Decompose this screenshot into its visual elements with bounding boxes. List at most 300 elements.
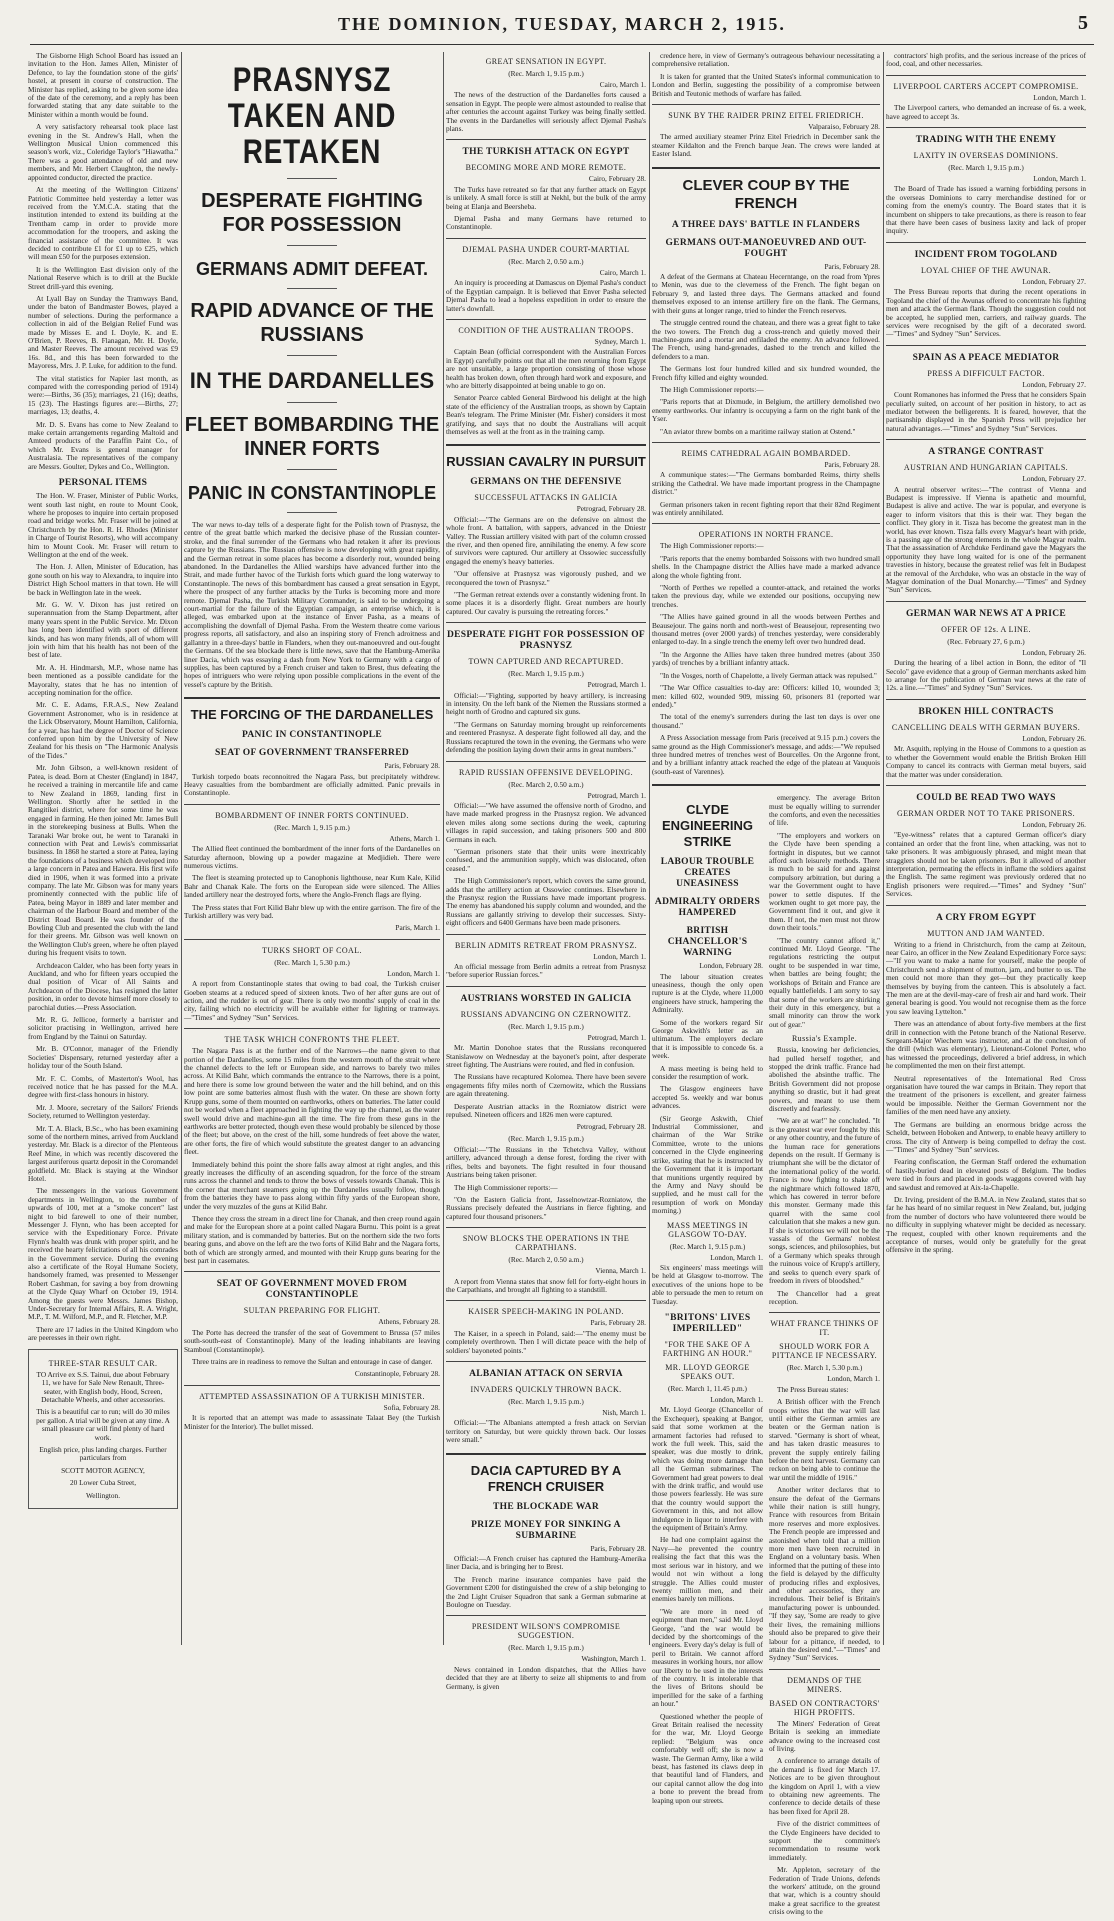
divider: [446, 622, 646, 623]
subheading: OFFER OF 12s. A LINE.: [941, 624, 1031, 634]
article-text: [886, 941, 1086, 1255]
divider: [446, 1227, 646, 1228]
paragraph: Captain Bean (official correspondent with the Australian Forces in Egypt) carefully points out that all the men returning from Egypt are not unsuitable, a large proportion consisting of those whose health has broken down, often through hard work and exposure, and who are bitterly disappointed at being unable to go on.: [446, 347, 646, 390]
paragraph: A communique states:—"The Germans bombarded Reims, thirty shells striking the Cathedral. We have made important progress in the Champagne district.": [652, 470, 880, 497]
dateline: Athens, February 28.: [378, 1317, 440, 1327]
right-subcolumn: [769, 794, 880, 1921]
divider: [652, 442, 880, 443]
article-text: [769, 794, 880, 1029]
subheading: BERLIN ADMITS RETREAT FROM PRASNYSZ.: [454, 940, 638, 950]
subheading: INCIDENT FROM TOGOLAND: [914, 249, 1058, 260]
paragraph: Desperate Austrian attacks in the Rozniatow district were repulsed. Nineteen officers and 1826 men were captured.: [446, 1101, 646, 1120]
paragraph: Five of the district committees of the Clyde Engineers have decided to support the committee's recommendation to resume work immediately.: [769, 1819, 880, 1862]
subheading: GERMANS ON THE DEFENSIVE: [470, 477, 622, 488]
subheading: SEAT OF GOVERNMENT TRANSFERRED: [214, 748, 410, 759]
paragraph: The Miners' Federation of Great Britain is seeking an immediate advance owing to the increased cost of living.: [769, 1718, 880, 1753]
paragraph: "On the Eastern Galicia front, Jasselnowtzar-Rozniatow, the Russians precisely defeated the Austrians in fierce fighting, and captured four thousand prisoners.": [446, 1194, 646, 1221]
paragraph: Some of the workers regard Sir George Askwith's letter as an ultimatum. The employers declare that it is impossible to concede 6s. a week.: [652, 1017, 763, 1061]
divider: [446, 139, 646, 140]
article-text: Count Romanones has informed the Press that he considers Spain peculiarly suited, on account of her position in history, to act as mediator between the belligerents. It is feared, however, that the partisanship displayed in the Spanish Press will prejudice her natural advantages.—"Times" and Sydney "Sun" Services.: [886, 390, 1086, 433]
paragraph: There are 17 ladies in the United Kingdom who are peeresses in their own right.: [28, 1324, 178, 1343]
received-time: (Rec. March 1, 9.15 p.m.): [669, 1241, 746, 1251]
received-time: (Rec. March 1, 9.15 p.m.): [274, 822, 350, 832]
article-text: [184, 1329, 440, 1367]
subheading: ATTEMPTED ASSASSINATION OF A TURKISH MINISTER.: [199, 1391, 425, 1401]
paragraph: Official:—"The Germans are on the defensive on almost the whole front. A battalion, with sappers, advanced in the Dniestr Valley. The Russian artillery visited with part of the column crossed the river, and then opened fire, annihilating the enemy. A few score of survivors were captured. Our artillery at Ossowiec successfully engaged the enemy's heavy batteries.: [446, 514, 646, 566]
subheading: DESPERATE FIGHT FOR POSSESSION OF PRASNYSZ: [446, 630, 645, 652]
received-time: (Rec. March 1, 9.15 p.m.): [508, 69, 584, 78]
personal-items-heading: PERSONAL ITEMS: [58, 478, 148, 489]
subheading: LIVERPOOL CARTERS ACCEPT COMPROMISE.: [893, 81, 1079, 91]
paragraph-group: [28, 52, 178, 471]
article-text: Official:—"The Albanians attempted a fresh attack on Servian territory on Saturday, but were quickly thrown back. Our losses were small.": [446, 1418, 646, 1445]
subheading: LABOUR TROUBLE CREATES UNEASINESS: [660, 857, 755, 890]
article-text: News contained in London dispatches, that the Allies have decided that they are at liberty to seize all shipments to and from Germany, is given: [446, 1664, 646, 1691]
subheading: LOYAL CHIEF OF THE AWUNAR.: [921, 265, 1051, 275]
paragraph: The Chancellor had a great reception.: [769, 1288, 880, 1306]
paragraph: Thence they cross the stream in a direct line for Chanak, and then creep round again and make for the European shore at a point called Nagara Burnu. This point is a great military station, and is commanded by batteries. But on the northern side the two forts bearing guns, and above on the left are the two forts of Kilid Bahr and the Nagara forts, both of which are strongly armed, and mounted with their Krupp guns bearing for the best part in casemates.: [184, 1213, 440, 1265]
divider: [184, 1271, 440, 1272]
received-time: (Rec. March 1, 9.15 p.m.): [508, 669, 584, 679]
paragraph: The vital statistics for Napier last month, as compared with the corresponding period of 1914) were:—Births, 36 (35); marriages, 21 (16); deaths, 15 (23). The Hastings figures are:—Births, 27; marriages, 13; deaths, 4.: [28, 373, 178, 417]
paragraph: "Paris reports that at Dixmude, in Belgium, the artillery demolished two enemy earthworks. Our infantry is occupying a farm on the right bank of the Yser.: [652, 397, 880, 424]
dateline: Vienna, March 1.: [595, 1266, 646, 1276]
paragraph: Mr. B. O'Connor, manager of the Friendly Societies' Dispensary, returned yesterday after a holiday tour of the South Island.: [28, 1044, 178, 1071]
divider: [446, 444, 646, 446]
lead-story: [184, 521, 440, 689]
article-text: The news of the destruction of the Dardanelles forts caused a sensation in Egypt. The people were almost astounded to realise that after centuries the account against Turkey was being finally settled. The events in the Dardanelles will seriously affect Djemal Pasha's plans.: [446, 90, 646, 134]
subheading: MUTTON AND JAM WANTED.: [927, 928, 1045, 938]
subheading: WHAT FRANCE THINKS OF IT.: [770, 1319, 879, 1338]
dateline: Nish, March 1.: [602, 1407, 646, 1417]
subheading: THE TASK WHICH CONFRONTS THE FLEET.: [224, 1035, 400, 1045]
received-time: (Rec. March 2, 0.50 a.m.): [508, 256, 584, 266]
subheading: GREAT SENSATION IN EGYPT.: [485, 57, 607, 66]
article-text: [652, 973, 763, 1216]
paragraph: Official:—"The Russians in the Tchetchva Valley, without artillery, advanced through a dense forest, fording the river with rifles, belts and bayonets. The fight resulted in four thousand Austrians being taken prisoner.: [446, 1144, 646, 1180]
paragraph: The Hon. J. Allen, Minister of Education, has gone south on his way to Alexandra, to inquire into District High School matters in that town. He will be back in Wellington late in the week.: [28, 562, 178, 597]
paragraph: The Russians have recaptured Kolomea. There have been severe engagements fifty miles north of Czernowitz, which the Russians are again threatening.: [446, 1072, 646, 1099]
headline-deck: GERMANS ADMIT DEFEAT.: [196, 259, 428, 279]
subheading: BROKEN HILL CONTRACTS: [918, 706, 1054, 717]
paragraph: German prisoners taken in recent fighting report that their 82nd Regiment was entirely annihilated.: [652, 499, 880, 517]
dateline: Paris, March 1.: [395, 923, 440, 933]
paragraph: "The War Office casualties to-day are: Officers: killed 10, wounded 3; men: killed 602, wounded 909, missing 60, prisoners 81 (reported war ended).": [652, 683, 880, 709]
received-time: (Rec. March 1, 9.15 p.m.): [508, 1133, 584, 1143]
dateline: Constantinople, February 28.: [354, 1369, 440, 1379]
received-time: (Rec. March 1, 5.30 p.m.): [274, 957, 350, 967]
paragraph: It is taken for granted that the United States's informal communication to London and Berlin, suggesting the possibility of a compromise between British and Teutonic methods of warfare has failed.: [652, 71, 880, 98]
paragraph: The struggle centred round the chateau, and there was a great fight to take the two towers. The French dug a cross-trench and quietly moved their machine-guns and a mortar and enfiladed the enemy. An advance followed. The French, using hand-grenades, dashed to the trench and killed the defenders to a man.: [652, 318, 880, 361]
article-text: The Press Bureau reports that during the recent operations in Togoland the chief of the Awunas offered to concentrate his fighting men and attack the German flank. Though the suggestion could not be accepted, he supplied men, carriers, and railway guards. The services were recognised by the gift of a decorated sword.—"Times" and Sydney "Sun" Services.: [886, 287, 1086, 339]
separator: [287, 245, 337, 246]
dateline: London, February 28.: [699, 961, 763, 971]
article-text: A report from Constantinople states that owing to bad coal, the Turkish cruiser Goeben steams at a reduced speed of sixteen knots. Two of her after guns are out of action, and the rudder is out of gear. There is only two months' supply of coal in the city, failing which no electricity will be available either for lighting or tramways.—"Times" and Sydney "Sun" Services.: [184, 979, 440, 1022]
divider: [446, 986, 646, 987]
paragraph: Mr. A. H. Hindmarsh, M.P., whose name has been mentioned as a possible candidate for the Mayoralty, states that he has no intention of accepting nomination for the office.: [28, 662, 178, 698]
subheading: SNOW BLOCKS THE OPERATIONS IN THE CARPATHIANS.: [462, 1234, 630, 1253]
subheading: SUNK BY THE RAIDER PRINZ EITEL FRIEDRICH.: [668, 111, 864, 121]
paragraph: Mr. Appleton, secretary of the Federation of Trade Unions, defends the workers' attitude, on the ground that war, which is a country should make a great sacrifice to the greatest crisis owing to the: [769, 1865, 880, 1917]
paragraph: English price, plus landing charges. Further particulars from: [39, 1444, 167, 1463]
dateline: Paris, February 28.: [590, 1543, 646, 1553]
paragraph: "The employers and workers on the Clyde have been spending a fortnight in disputes, but we cannot afford such leisurely methods. There is much to be said for and against compulsory arbitration, but during a war the Government ought to have power to settle disputes. If the workmen ought to get more pay, the Government find it out, and give it them. If not, the men must not throw down their tools.": [769, 830, 880, 933]
subheading: GERMAN WAR NEWS AT A PRICE: [905, 608, 1067, 619]
subheading: PRESS A DIFFICULT FACTOR.: [927, 368, 1045, 378]
paragraph: "In the Vosges, north of Chapelotte, a lively German attack was repulsed.": [660, 670, 877, 680]
paragraph: Mr. C. E. Adams, F.R.A.S., New Zealand Government Astronomer, who is in residence at the Lick Observatory, Mount Hamilton, California, for a year, has had the degree of Doctor of Science conferred upon him by the University of New Zealand for his thesis on "The Harmonic Analysis of the Tides.": [28, 700, 178, 760]
section-headline: THE FORCING OF THE DARDANELLES: [190, 707, 434, 723]
divider: [886, 699, 1086, 700]
paragraph: 20 Lower Cuba Street,: [69, 1478, 137, 1488]
subheading: KAISER SPEECH-MAKING IN POLAND.: [468, 1307, 624, 1317]
divider: [769, 1669, 880, 1670]
subheading: SEAT OF GOVERNMENT MOVED FROM CONSTANTINOPLE: [216, 1279, 408, 1301]
column-rule: [649, 52, 650, 1645]
article-text: "Eye-witness" relates that a captured German officer's diary contained an order that the front line, when attacking, was not to take prisoners. It was ambiguously phrased, and might mean that stragglers should not be taken prisoners. But it allowed of another interpretation, permeating the effects in inflame the soldiers against the English. The same regiment was previously ordered that no English prisoners were required.—"Times" and Sydney "Sun" Services.: [886, 830, 1086, 899]
subheading: "FOR THE SAKE OF A FARTHING AN HOUR.": [662, 1339, 753, 1358]
left-subcolumn: [652, 794, 763, 1921]
subheading: BOMBARDMENT OF INNER FORTS CONTINUED.: [215, 810, 409, 820]
paragraph: The Turks have retreated so far that any further attack on Egypt is unlikely. A small force is still at Nekhl, but the bulk of the army being at Elanja and Beersheba.: [446, 184, 646, 211]
subheading: PRIZE MONEY FOR SINKING A SUBMARINE: [471, 1519, 621, 1541]
paragraph: The Germans are building an enormous bridge across the Scheldt, between Hoboken and Antwerp, to enable heavy artillery to cross. The city of Antwerp is being compelled to defray the cost.—"Times" and Sydney "Sun" services.: [886, 1119, 1086, 1154]
dateline: Paris, February 28.: [824, 459, 880, 469]
divider: [886, 785, 1086, 786]
article-text: The Board of Trade has issued a warning forbidding persons in the overseas Dominions to carry merchandise destined for or coming from the enemy's country. The Board states that it is incumbent on shippers to take precautions, as there is reason to fear that there have been cases of business laxity and lack of proper inquiry.: [886, 184, 1086, 236]
paragraph: The Nagara Pass is at the further end of the Narrows—the name given to that portion of the Dardanelles, some 15 miles from the western mouth of the strait where the channel defects to the left or European side, and narrows to barely two miles across. At Kilid Bahr, which commands the entrance to the Narrows, there is a point, and here there is some low ground between the water and the hill behind, and on this low point are some batteries almost flush with the water. On these are shown forty Krupp guns, some of them mounted on earthworks, others on batteries. The latter could not be worked when a fleet approached in fighting the way up the channel, as the water swell would drive and machine-gun all the time. The fire from these guns in the earthworks are better protected, though even these would probably be silenced by those of the fleet; but above, on the crest of the hill, some hundreds of feet above the water, are other forts, the fire of which would substitute the greatest danger to an advancing fleet.: [184, 1046, 440, 1157]
subheading: THE TURKISH ATTACK ON EGYPT: [462, 147, 630, 158]
paragraph: There was an attendance of about forty-five members at the first drill in connection with the Petone branch of the National Reserve. Sergeant-Major Wiechern was instructor, and at the conclusion of the drill (which was elementary), Lieutenant-Colonel Porter, who has witnessed the proceedings, delivered a brief address, in which he complimented the men on their first attempt.: [886, 1019, 1086, 1071]
subheading: BRITISH CHANCELLOR'S WARNING: [667, 926, 748, 959]
divider: [886, 345, 1086, 346]
paragraph: Russia, knowing her deficiencies, had pulled herself together, and stopped the drink traffic. France had abolished the absinthe traffic. The British Government did not propose anything so drastic, but it had great powers, and meant to use them discreetly and fearlessly.: [769, 1045, 880, 1113]
paragraph: "Our offensive at Prasnysz was vigorously pushed, and we reconquered the town of Prasnysz.": [446, 569, 646, 587]
subheading: A CRY FROM EGYPT: [936, 912, 1036, 923]
subheading: COULD BE READ TWO WAYS: [916, 792, 1056, 803]
paragraph: "Paris reports that the enemy bombarded Soissons with two hundred small shells. In the Champagne district the Allies have made a marked advance along the whole fighting front.: [652, 553, 880, 580]
separator: [287, 288, 337, 289]
divider: [886, 439, 1086, 440]
article-text: An official message from Berlin admits a retreat from Prasnysz "before superior Russian forces.": [446, 962, 646, 980]
subheading: PRESIDENT WILSON'S COMPROMISE SUGGESTION.: [471, 1622, 621, 1641]
subheading: ADMIRALTY ORDERS HAMPERED: [654, 897, 761, 919]
article-text: [769, 1386, 880, 1663]
subheading: GERMANS OUT-MANOEUVRED AND OUT-FOUGHT: [665, 237, 867, 259]
dateline: Petrograd, February 28.: [576, 504, 646, 514]
article-text: During the hearing of a libel action in Bonn, the editor of "Il Secolo" gave evidence that a group of German merchants asked him to arrange for the publication of German war news at the rate of 12s. a line.—"Times" and Sydney "Sun" Services.: [886, 658, 1086, 693]
subheading: CONDITION OF THE AUSTRALIAN TROOPS.: [458, 325, 634, 335]
subheading: Russia's Example.: [791, 1034, 858, 1044]
divider: [184, 804, 440, 805]
divider: [769, 1312, 880, 1313]
column-rule: [883, 52, 884, 1645]
section-headline: CLYDE ENGINEERING STRIKE: [661, 802, 753, 850]
paragraph: Immediately behind this point the shore falls away almost at right angles, and this greatly increases the difficulty of an ascending squadron, for the force of the stream runs across the channel and tends to throw the bows of vessels towards Chanak. This is the corner that merchant steamers going up the Dardanelles usually follow, though from the batteries they have to pass along within fifty yards of the European shore, under the very muzzles of the guns at Kilid Bahr.: [184, 1159, 440, 1211]
article-text: [652, 1406, 763, 1805]
subheading: TURKS SHORT OF COAL.: [262, 945, 362, 955]
paragraph: SCOTT MOTOR AGENCY,: [61, 1465, 145, 1475]
dateline: Cairo, February 28.: [588, 174, 646, 184]
article-text: [446, 1146, 646, 1221]
paragraph: "We are at war!" he concluded. "It is the greatest war ever fought by this or any other country, and the future of the human race for generations depends on the result. If Germany is triumphant she will be the dictator of the international policy of the world. France is now fighting to shake off the nightmare which followed 1870, which has cowered in terror before this monster. Germany made this quarrel with the same cool calculation that she makes a new gun. If she is victorious we will not be the vassals of the Germans' noblest songs, sciences, and philosophies, but of a Germany which speaks through the ruinous voice of Krupp's artillery, and seeks to quench every spark of freedom in rivers of bloodshed.": [769, 1116, 880, 1286]
paragraph: He had one complaint against the Navy—he prevented the country realising the fact that this was the most serious war in history, and we would not win without a long struggle. The Allies could muster twenty million men, and their enemies barely ten millions.: [652, 1535, 763, 1604]
paragraph: The Allied fleet continued the bombardment of the inner forts of the Dardanelles on Saturday afternoon, blowing up a powder magazine at Medjidieh. There were numerous victims.: [184, 844, 440, 870]
divider: [652, 104, 880, 105]
subheading: THE BLOCKADE WAR: [493, 1501, 599, 1512]
headline-deck: DESPERATE FIGHTING FOR POSSESSION: [201, 190, 423, 236]
subheading: "BRITONS' LIVES IMPERILLED": [664, 1312, 751, 1334]
paragraph: Another writer declares that to ensure the defeat of the Germans while their nation is still hungry, France with resources from Britain more reserves and more explosives. The French people are impressed and astonished when told that a million more men have been recruited in England on a voluntary basis. When informed that the putting of these into the field is delayed by the difficulty of producing rifles and explosives, and other accessories, they are incredulous. Their belief is Britain's manufacturing power is unbounded. "If they say, 'Some are ready to give their lives, the remaining millions should also be prepared to give their labour for a pittance, if needed, to attain the desired end."—"Times" and Sydney "Sun" Services.: [769, 1485, 880, 1663]
article-text: A report from Vienna states that snow fell for forty-eight hours in the Carpathians, and brought all fighting to a standstill.: [446, 1276, 646, 1294]
paragraph: Djemal Pasha and many Germans have returned to Constantinople.: [446, 214, 646, 232]
paragraph: Mr. Lloyd George (Chancellor of the Exchequer), speaking at Bangor, said that some workmen at the armament factories had refused to work the full week. This, said the speaker, was due mostly to drink, which was doing more damage than all the German submarines. The Government had great powers to deal with the drink traffic, and would use those powers fearlessly. He was sure that the country would support the Government in this, and not allow indulgence in liquor to interfere with the equipment of Britain's Army.: [652, 1405, 763, 1533]
column-3: [446, 52, 647, 1691]
divider: [446, 1300, 646, 1301]
paragraph: At the meeting of the Wellington Citizens' Patriotic Committee held yesterday a letter was received from the Y.M.C.A. stating that the institution intended to extend its building at the Trentham camp in order to provide more accommodation for the troopers, and asking the financial assistance of the committee. It was decided to contribute £1 for £1 up to £25, which will mean £50 for the purposes extension.: [28, 185, 178, 262]
divider: [446, 1615, 646, 1616]
dateline: Petrograd, March 1.: [587, 790, 646, 800]
received-time: (Rec. March 1, 9.15 p.m.): [508, 1021, 584, 1031]
paragraph: This is a beautiful car to run; will do 30 miles per gallon. A trial will be given at any time. A small pleasure car will find plenty of hard work.: [36, 1407, 170, 1442]
paragraph: Senator Pearce cabled General Birdwood his delight at the high state of the efficiency of the Australian troops, as shown by Captain Bean's telegram. The Prime Minister (Mr. Fisher) considers it most gratifying, and says that no doubt the Australians will acquit themselves as well at the front as in the training camp.: [446, 393, 646, 436]
subheading: SPAIN AS A PEACE MEDIATOR: [912, 352, 1060, 363]
divider: [184, 1028, 440, 1029]
article-text: [184, 845, 440, 920]
paragraph: A conference to arrange details of the demand is fixed for March 17. Notices are to be given throughout the kingdom on April 1, with a view to obtaining new agreements. The conference to decide details of these has been fixed for April 28.: [769, 1756, 880, 1816]
column-5: [886, 52, 1086, 1645]
paragraph: A defeat of the Germans at Chateau Hecerntange, on the road from Ypres to Menin, was due to the cleverness of the French. The fight began on February 9, and lasted three days. The Germans attacked and found themselves exposed to an intense artillery fire on the flank. The Germans, with their guns at longer range, tried to hinder the French reserves.: [652, 272, 880, 315]
dateline: Sydney, March 1.: [594, 336, 646, 346]
divider: [446, 1361, 646, 1362]
paragraph: Archdeacon Calder, who has been forty years in Auckland, and who for fifteen years occupied the dual position of Vicar of All Saints and Archdeacon of the Diocese, has resigned the latter position, in order to devote himself more closely to parochial duties.—Press Association.: [28, 960, 178, 1012]
paragraph: Three trains are in readiness to remove the Sultan and entourage in case of danger.: [192, 1357, 433, 1367]
dateline: London, February 26.: [1022, 819, 1086, 829]
subheading: MR. LLOYD GEORGE SPEAKS OUT.: [665, 1362, 750, 1381]
dateline: Valparaiso, February 28.: [808, 122, 880, 132]
paragraph: Mr. J. Moore, secretary of the Sailors' Friends Society, returned to Wellington yesterday.: [28, 1102, 178, 1121]
subheading: SUCCESSFUL ATTACKS IN GALICIA: [474, 493, 618, 503]
divider: [446, 319, 646, 320]
dateline: Paris, February 28.: [590, 1318, 646, 1328]
divider: [446, 761, 646, 762]
received-time: (Rec. February 27, 6 p.m.): [947, 636, 1025, 646]
paragraph: Mr. G. W. V. Dixon has just retired on superannuation from the Stamp Department, after many years spent in the Public Service. Mr. Dixon has long been identified with sport of different kinds, and has won many friends, all of whom will join with him that his health has not been of the best of late.: [28, 599, 178, 660]
paragraph: A British officer with the French troops writes that the war will last until either the German armies are beaten or the German nation is starved. "Germany is short of wheat, and has taken drastic measures to prevent the supply entirely failing before the next harvest. Germany can reckon on being able to continue the war until the middle of 1916.": [769, 1397, 880, 1482]
paragraph: The French marine insurance companies have paid the Government £200 for distinguished the crew of a ship belonging to the 2nd Light Cruiser Squadron that sank a German submarine at Boulogne on Tuesday.: [446, 1574, 646, 1610]
paragraph: Official:—"Fighting, supported by heavy artillery, is increasing in intensity. On the left bank of the Niemen the Russians stormed a height north of Grodno and captured six guns.: [446, 690, 646, 717]
subheading: LAXITY IN OVERSEAS DOMINIONS.: [913, 151, 1059, 161]
paragraph: Mr. D. S. Evans has come to New Zealand to make certain arrangements regarding Maltoid and Amteed products of the Paraffin Paint Co., of which Mr. Evans is general manager for Australasia. The representatives of the company are Messrs. Goulter, Dykes and Co., Wellington.: [28, 419, 178, 471]
article-text: [184, 1047, 440, 1265]
article-text: An inquiry is proceeding at Damascus on Djemal Pasha's conduct of the Egyptian campaign. It is believed that Enver Pasha selected Djemal Pasha to lead a hopeless expedition in order to ensure the latter's downfall.: [446, 278, 647, 313]
paragraph: Official:—"We have assumed the offensive north of Grodno, and have made marked progress in the Prasnysz region. We advanced eleven miles along some sections during the week, capturing villages in rapid succession, and taking prisoners 500 and 800 Germans in each.: [446, 800, 646, 844]
headline-deck: PANIC IN CONSTANTINOPLE: [187, 483, 437, 503]
paragraph: The Germans lost four hundred killed and six hundred wounded, the French fifty killed and eighty wounded.: [652, 364, 880, 382]
dateline: London, February 27.: [1022, 474, 1086, 484]
divider: [184, 1385, 440, 1386]
paragraph: At Lyall Bay on Sunday the Tramways Band, under the baton of Bandmaster Bowes, played a number of selections. During the performance a collection in aid of the Belgian Relief Fund was made by Misses E. and I. Doyle, K. and E. O'Brien, P. Reeves, B. Flanagan, Mr. H. Doyle, and Master Reeves. The amount received was £9 16s. 8d., and this has been forwarded to the Mayoress, Mrs. J. P. Luke, for addition to the fund.: [28, 293, 178, 371]
subheading: DEMANDS OF THE MINERS.: [787, 1675, 862, 1694]
subheading: INVADERS QUICKLY THROWN BACK.: [470, 1384, 622, 1394]
paragraph: Questioned whether the people of Great Britain realised the necessity for the war, Mr. Lloyd George replied: "Belgium was once comfortably well off; she is now a waste. The German Army, like a wild beast, has fastened its claws deep in that beautiful land of Flanders, and our capital cannot allow the dog into a bone to prevent the bread from leaping upon our streets.: [652, 1711, 763, 1805]
paragraph: Wellington.: [85, 1490, 121, 1500]
dateline: Athens, March 1.: [389, 833, 440, 843]
article-text: [769, 1720, 880, 1917]
article-text: Turkish torpedo boats reconnoitred the Nagara Pass, but precipitately withdrew. Heavy casualties from the bombardment are officially admitted. Panic prevails in Constantinople.: [184, 771, 440, 798]
article-text: Six engineers' mass meetings will be held at Glasgow to-morrow. The executives of the unions hope to be able to persuade the men to return on Tuesday.: [652, 1262, 763, 1306]
paragraph: "An aviator threw bombs on a maritime railway station at Ostend.": [660, 426, 856, 436]
paragraph: emergency. The average Briton must be equally willing to surrender the comforts, and even the necessities of life.: [769, 793, 880, 828]
masthead: [30, 10, 1094, 45]
divider: [886, 905, 1086, 906]
subheading: OPERATIONS IN NORTH FRANCE.: [698, 530, 834, 540]
divider: [652, 784, 880, 786]
subheading: AUSTRIANS WORSTED IN GALICIA: [460, 993, 632, 1004]
separator: [287, 469, 337, 470]
divider: [886, 75, 1086, 76]
article-text: The armed auxiliary steamer Prinz Eitel Friedrich in December sank the steamer Kildalton and the French barque Jean. The crews were landed at Easter Island.: [652, 132, 880, 159]
ad-lines: [33, 1371, 173, 1500]
article-text: [446, 186, 646, 232]
received-time: (Rec. March 2, 0.50 a.m.): [508, 1255, 584, 1265]
dateline: London, March 1.: [710, 1394, 763, 1404]
paragraph: Mr. T. A. Black, B.Sc., who has been examining some of the northern mines, arrived from Auckland yesterday. Mr. Black is a director of the Plenteous Reef Mine, in which was recently discovered the largest auriferous quartz deposit in the Coromandel goldfield. Mr. Black is staying at the Windsor Hotel.: [28, 1123, 178, 1183]
dateline: London, February 26.: [1022, 647, 1086, 657]
dateline: Paris, February 28.: [384, 761, 440, 771]
article-text: Mr. Asquith, replying in the House of Commons to a question as to whether the Government would enable the British Broken Hill Company to cancel its contracts with German metal buyers, said that the matter was under consideration.: [886, 744, 1086, 779]
subheading: MASS MEETINGS IN GLASGOW TO-DAY.: [666, 1220, 749, 1239]
paragraph: Mr. R. G. Jellicoe, formerly a barrister and solicitor practising in Wellington, arrived here from England by the Tainui on Saturday.: [28, 1015, 178, 1041]
dateline: London, March 1.: [710, 1252, 763, 1262]
subheading: SHOULD WORK FOR A PITTANCE IF NECESSARY.: [771, 1342, 878, 1361]
subheading: REIMS CATHEDRAL AGAIN BOMBARDED.: [681, 448, 851, 458]
separator: [287, 355, 337, 356]
column-rule: [181, 52, 182, 1645]
dateline: Petrograd, March 1.: [587, 680, 646, 690]
dateline: London, March 1.: [387, 968, 440, 978]
article-text: contractors' high profits, and the serious increase of the prices of food, coal, and other necessaries.: [886, 51, 1086, 69]
headline-deck: FLEET BOMBARDING THE INNER FORTS: [184, 414, 440, 460]
paragraph: "In the Argonne the Allies have taken three hundred metres (about 350 yards) of trenches by a brilliant infantry attack.: [652, 649, 880, 668]
paragraph: A Press Association message from Paris (received at 9.15 p.m.) covers the same ground as the High Commissioner's message, and adds:—"We repulsed three hundred metres of trenches west of Bourcelles. On the Argonne front, and by a brilliant infantry attack reached the edge of the plateau at Vauquois (south-east of Varennes).: [652, 733, 880, 776]
paragraph: The High Commissioner's report, which covers the same ground, adds that the artillery action at Ossowiec continues. Elsewhere in the Prasnysz region the Russians have made important progress. The enemy has abandoned his supply column and wounded, and the Russians are gallantly striving to develop their successes. Sixty-eight officers and 6400 Germans have been made prisoners.: [446, 876, 646, 928]
divider: [446, 934, 646, 935]
article-text: It is reported that an attempt was made to assassinate Talaat Bey (the Turkish Minister for the Interior). The bullet missed.: [184, 1413, 440, 1431]
article-text: A neutral observer writes:—"The contrast of Vienna and Budapest is impressive. If Vienna is apathetic and mournful, Budapest is alive and active. The war is popular, and everyone is eager to inform visitors that this is their war. They began the conflict. They glory in it. Tisza has become the greatest man in the world, has ever known. Tisza falls every Magyar's heart with pride, is a passing age of the strong elements in the whole Magyar realm. That the assassination of Archduke Ferdinand gave the Magyars the opportunity they have long waited for is one of the permanent travesties in history, because the greatest relief was felt in Budapest at the removal of the Archduke, who was an obstacle in the way of Magyar domination of the Dual Monarchy.—"Times" and Sydney "Sun" Services.: [886, 484, 1086, 595]
classified-ad: [28, 1349, 178, 1509]
separator: [287, 512, 337, 513]
paragraph: The fleet is steaming protected up to Canophonis lighthouse, near Kum Kale, Kilid Bahr and Chanak Kale. The forts on the European side were silenced. The Allies landed artillery near the destroyed forts, where the Anglo-French flags are flying.: [184, 873, 440, 900]
paragraph: "The country cannot afford it," continued Mr. Lloyd George. "The regulations restricting the output ought to be suspended in war time, when battles are being fought; the workshops of Britain and France are equally battlefields. I am sorry to say that some of the workers are shirking their duty in this emergency, but a small minority can throw the work out of gear.": [769, 935, 880, 1029]
dateline: Sofia, February 28.: [383, 1402, 440, 1412]
headline-deck: RAPID ADVANCE OF THE RUSSIANS: [190, 300, 434, 346]
subheading: PANIC IN CONSTANTINOPLE: [241, 730, 383, 741]
separator: [287, 178, 337, 179]
headline-deck: IN THE DARDANELLES: [189, 368, 435, 393]
subheading: DJEMAL PASHA UNDER COURT-MARTIAL: [462, 244, 630, 254]
paragraph: The total of the enemy's surrenders during the last ten days is over one thousand.": [652, 712, 880, 730]
main-headline: PRASNYSZ TAKEN AND RETAKEN: [227, 61, 397, 171]
article-text: [652, 542, 880, 776]
article-text: [446, 802, 646, 928]
article-text: [446, 1044, 646, 1119]
divider: [652, 167, 880, 169]
divider: [886, 127, 1086, 128]
page-number: 5: [1078, 12, 1088, 34]
dateline: London, February 27.: [1022, 379, 1086, 389]
dateline: Washington, March 1.: [581, 1654, 646, 1664]
paragraph: The labour situation creates uneasiness, though the only open rupture is at the Clyde, where 11,000 engineers have struck, hampering the Admiralty.: [652, 971, 763, 1015]
divider: [446, 238, 646, 239]
dateline: Cairo, March 1.: [599, 267, 646, 277]
section-headline: RUSSIAN CAVALRY IN PURSUIT: [446, 454, 646, 470]
paragraph: (Sir George Askwith, Chief Industrial Commissioner, and chairman of the War Strike Committee, wrote to the unions concerned in the Clyde engineering strike, stating that he is instructed by the Government that it is important that munitions urgently required by the Army and Navy should be supplied, and he must call for the resumption of work on Monday morning.): [652, 1113, 763, 1216]
dateline: Paris, February 28.: [824, 261, 880, 271]
paragraph: TO Arrive ex S.S. Tainui, due about February 11, we have for Sale New Renault, Three-seater, with English body, Hood, Screen, Detachable Wheels, and other accessories.: [36, 1369, 170, 1404]
section-headline: CLEVER COUP BY THE FRENCH: [682, 176, 850, 212]
paragraph: The High Commissioner reports:—: [660, 541, 764, 551]
paragraph: Mr. Martin Donohoe states that the Russians reconquered Stanislawow on Wednesday at the bayonet's point, after desperate street fighting. The Austrians were routed, and fled in confusion.: [446, 1043, 646, 1070]
paragraph: "The German retreat extends over a constantly widening front. In some places it is a disorderly flight. Great numbers are hourly captured. Our cavalry is pursuing the retreating forces.": [446, 590, 646, 616]
dateline: London, March 1.: [827, 1374, 880, 1384]
article-text: [446, 1555, 646, 1609]
received-time: (Rec. March 1, 9.15 p.m.): [508, 1396, 584, 1406]
divider: [184, 697, 440, 699]
paragraph: The High Commissioner reports:—: [454, 1182, 558, 1192]
paragraph: The Press Bureau states:: [777, 1384, 849, 1394]
paragraph: The messengers in the various Government departments in Wellington, to the number of upwards of 100, met at a "smoke concert" last night to bid farewell to one of their number, Messenger J. Flynn, who has been accepted for service with the Expeditionary Force. Private Flynn's health was drunk with proper spirit, and he received the hearty felicitations of all his comrades in the Government service. During the evening also a certificate of the Royal Humane Society, handsomely framed, was presented to Messenger Robert Cashman, for saving a boy from drowning at the Clyde Quay Wharf on October 19, 1914. Among the guests were Messrs. James Bishop, Under-Secretary for Internal Affairs, R. A. Wright, M.P., T. M. Wilford, M.P., and R. Fletcher, M.P.: [28, 1186, 178, 1322]
received-time: (Rec. March 1, 9.15 p.m.): [508, 1643, 584, 1653]
paragraph: Fearing confiscation, the German Staff ordered the exhumation of hastily-buried dead in elevated posts of Belgium. The bodies were tied in fours and placed in goods waggons covered with hay and sawdust and removed at Aix-la-Chapelle.: [886, 1157, 1086, 1192]
paragraph: "We are more in need of equipment than men," said Mr. Lloyd George, "and the war would be decided by the shortcomings of the engineers. Every day's delay is full of peril to Britain. We cannot afford measures in working hours, nor allow our liberty to be used in the interests of the country. It is intolerable that the lives of Britons should be imperilled for the sake of a farthing an hour.": [652, 1606, 763, 1709]
paragraph: Neutral representatives of the International Red Cross organisation have toured the war camps in Britain. They report that the treatment of the prisoners is excellent, and greater fairness would be impossible. Neither the German Government nor the families of the men need have any anxiety.: [886, 1073, 1086, 1117]
subheading: TRADING WITH THE ENEMY: [915, 135, 1057, 146]
paragraph: Mr. John Gibson, a well-known resident of Patea, is dead. Born at Chester (England) in 1847, he received a training in mercantile life and came to New Zealand in 1869, landing first in Wellington. Shortly after he settled in the Rangitikei district, where for some time he was engaged in farming. He then joined Mr. James Bull in the storekeeping business at Bulls. When the Taranaki War broke out, he went to Taranaki in connection with Peat and Lewis's commissariat business. In 1868 he started a store at Patea, laying the foundations of a business which developed into a large concern in Patea and Hawera. His first wife died in 1906, when it was formed into a private company. The late Mr. Gibson was for many years prominently connected with the public life of Patea, being Mayor in 1889 and later member and chairman of the Harbour Board and member of the District Road Board. He was founder of the Bowling Club and presented the club with the land for their greens. Mr. Gibson was well known on the Wellington Club's green, where he often played during his frequent visits to town.: [28, 763, 178, 958]
column-1: [28, 52, 178, 1645]
subheading: AUSTRIAN AND HUNGARIAN CAPITALS.: [903, 463, 1069, 473]
received-time: (Rec. March 1, 5.30 p.m.): [786, 1363, 863, 1373]
paragraph: The Glasgow engineers have accepted 5s. weekly and war bonus advances.: [652, 1084, 763, 1111]
paragraph: The war news to-day tells of a desperate fight for the Polish town of Prasnysz, the centre of the great battle which marked the decisive phase of the Russian counter-stroke, and the final surrender of the Germans who had retaken it after its previous capture by the Russians. The Russian offensive is now developing with great rapidity, and the German retreat in some places has become a disorderly rout, wounded being abandoned. In the Dardanelles the Allied warships have advanced further into the Strait, and made further havoc of the Turkish forts which guard the long waterway to Constantinople. The news of this bombardment has caused a great sensation in Egypt, where the prospect of any further attacks by the Turks is becoming more and more remote. Djemal Pasha, the Turkish Military Commander, is said to be undergoing a court-martial for the failure of the Egyptian campaign, an enterprise which, it is alleged, was embarked upon at the instance of Enver Pasha, as a means of accomplishing the downfall of Djemal Pasha. From the Western theatre come various progress reports, all satisfactory, and also an inspiring story of French adroitness and gallantry in a three-days' battle in Flanders, when they out-manoeuvred and out-fought the Germans. Of the sea blockade there is little news, save that the Hamburg-Amerika liner Dacia, which was essaying a dash from New York to Germany with a cargo of supplies, has been captured by a French cruiser and taken to Brest, thus defeating the hopes of intriguers who were relying upon possible complications in the event of the vessel's capture by the British.: [184, 520, 440, 689]
paragraph: The Press states that Fort Kilid Bahr blew up with the entire garrison. The fire of the Turkish artillery was very bad.: [184, 902, 440, 920]
subheading: RAPID RUSSIAN OFFENSIVE DEVELOPING.: [458, 767, 633, 777]
paragraph: Official:—A French cruiser has captured the Hamburg-Amerika liner Dacia, and is bringing her to Brest.: [446, 1554, 646, 1572]
section-headline: DACIA CAPTURED BY A FRENCH CRUISER: [470, 1462, 622, 1494]
article-text: [652, 471, 880, 517]
paragraph: Writing to a friend in Christchurch, from the camp at Zeitoun, near Cairo, an officer in the New Zealand Expeditionary Force says:—"If you want to make a name for yourself, make the people of Christchurch send a shipment of mutton, jam, and butter to us. The men could not more than they get—but they practically keep themselves by buying from the canteen. This is absolutely a fact. The men are at the devil-may-care of fresh air and hard work. Their general bearing is good. You would not recognise them as the force you saw leaving Lyttelton.": [886, 939, 1086, 1016]
dateline: London, March 1.: [1033, 92, 1086, 102]
subheading: BECOMING MORE AND MORE REMOTE.: [465, 163, 627, 173]
received-time: (Rec. March 2, 0.50 a.m.): [508, 779, 584, 789]
paragraph: "North of Perthes we repelled a counter-attack, and retained the works taken the previous day, while we extended our positions, occupying new trenches.: [652, 583, 880, 609]
divider: [184, 939, 440, 940]
article-text: [652, 52, 880, 98]
paragraph: "The Allies have gained ground in all the woods between Perthes and Beausejour. The gains north and north-west of Beausejour, representing two thousand metres (over 2000 yards) of trenches yesterday, were considerably enlarged to-day. In a single trench the enemy left over two hundred dead.: [652, 612, 880, 647]
paragraph: The Hon. W. Fraser, Minister of Public Works, went south last night, en route to Mount Cook, where he proposes to inquire into certain proposed road and bridge works. Mr. Fraser will be joined at Christchurch by the Hon. R. H. Rhodes (Minister in Charge of Tourist Resorts), who will accompany him to Mount Cook. Mr. Fraser will return to Wellington at the end of the week.: [28, 491, 178, 559]
paragraph: The Porte has decreed the transfer of the seat of Government to Brussa (57 miles south-south-east of Constantinople). Many of the leading inhabitants are leaving Stamboul (Constantinople).: [184, 1327, 440, 1354]
dateline: London, March 1.: [1033, 174, 1086, 184]
subheading: GERMAN ORDER NOT TO TAKE PRISONERS.: [896, 808, 1076, 818]
divider: [652, 523, 880, 524]
article-text: The Kaiser, in a speech in Poland, said:—"The enemy must be completely overthrown. Then I will dictate peace with the help of soldiers' bayoneted points.": [446, 1328, 646, 1355]
dateline: Petrograd, March 1.: [587, 1032, 646, 1042]
paragraph: Mr. F. C. Combs, of Masterton's Wool, has received notice that he has passed for the M.A. degree with first-class honours in history.: [28, 1073, 178, 1100]
paragraph: "The Germans on Saturday morning brought up reinforcements and reentered Prasnysz. A desperate fight followed all day, and the Russians recaptured the town in the evening, the Germans who were defending the position laying down their arms in great numbers.": [446, 719, 646, 755]
article-text: [446, 516, 646, 616]
article-text: [446, 692, 646, 755]
dateline: Cairo, March 1.: [599, 80, 646, 89]
